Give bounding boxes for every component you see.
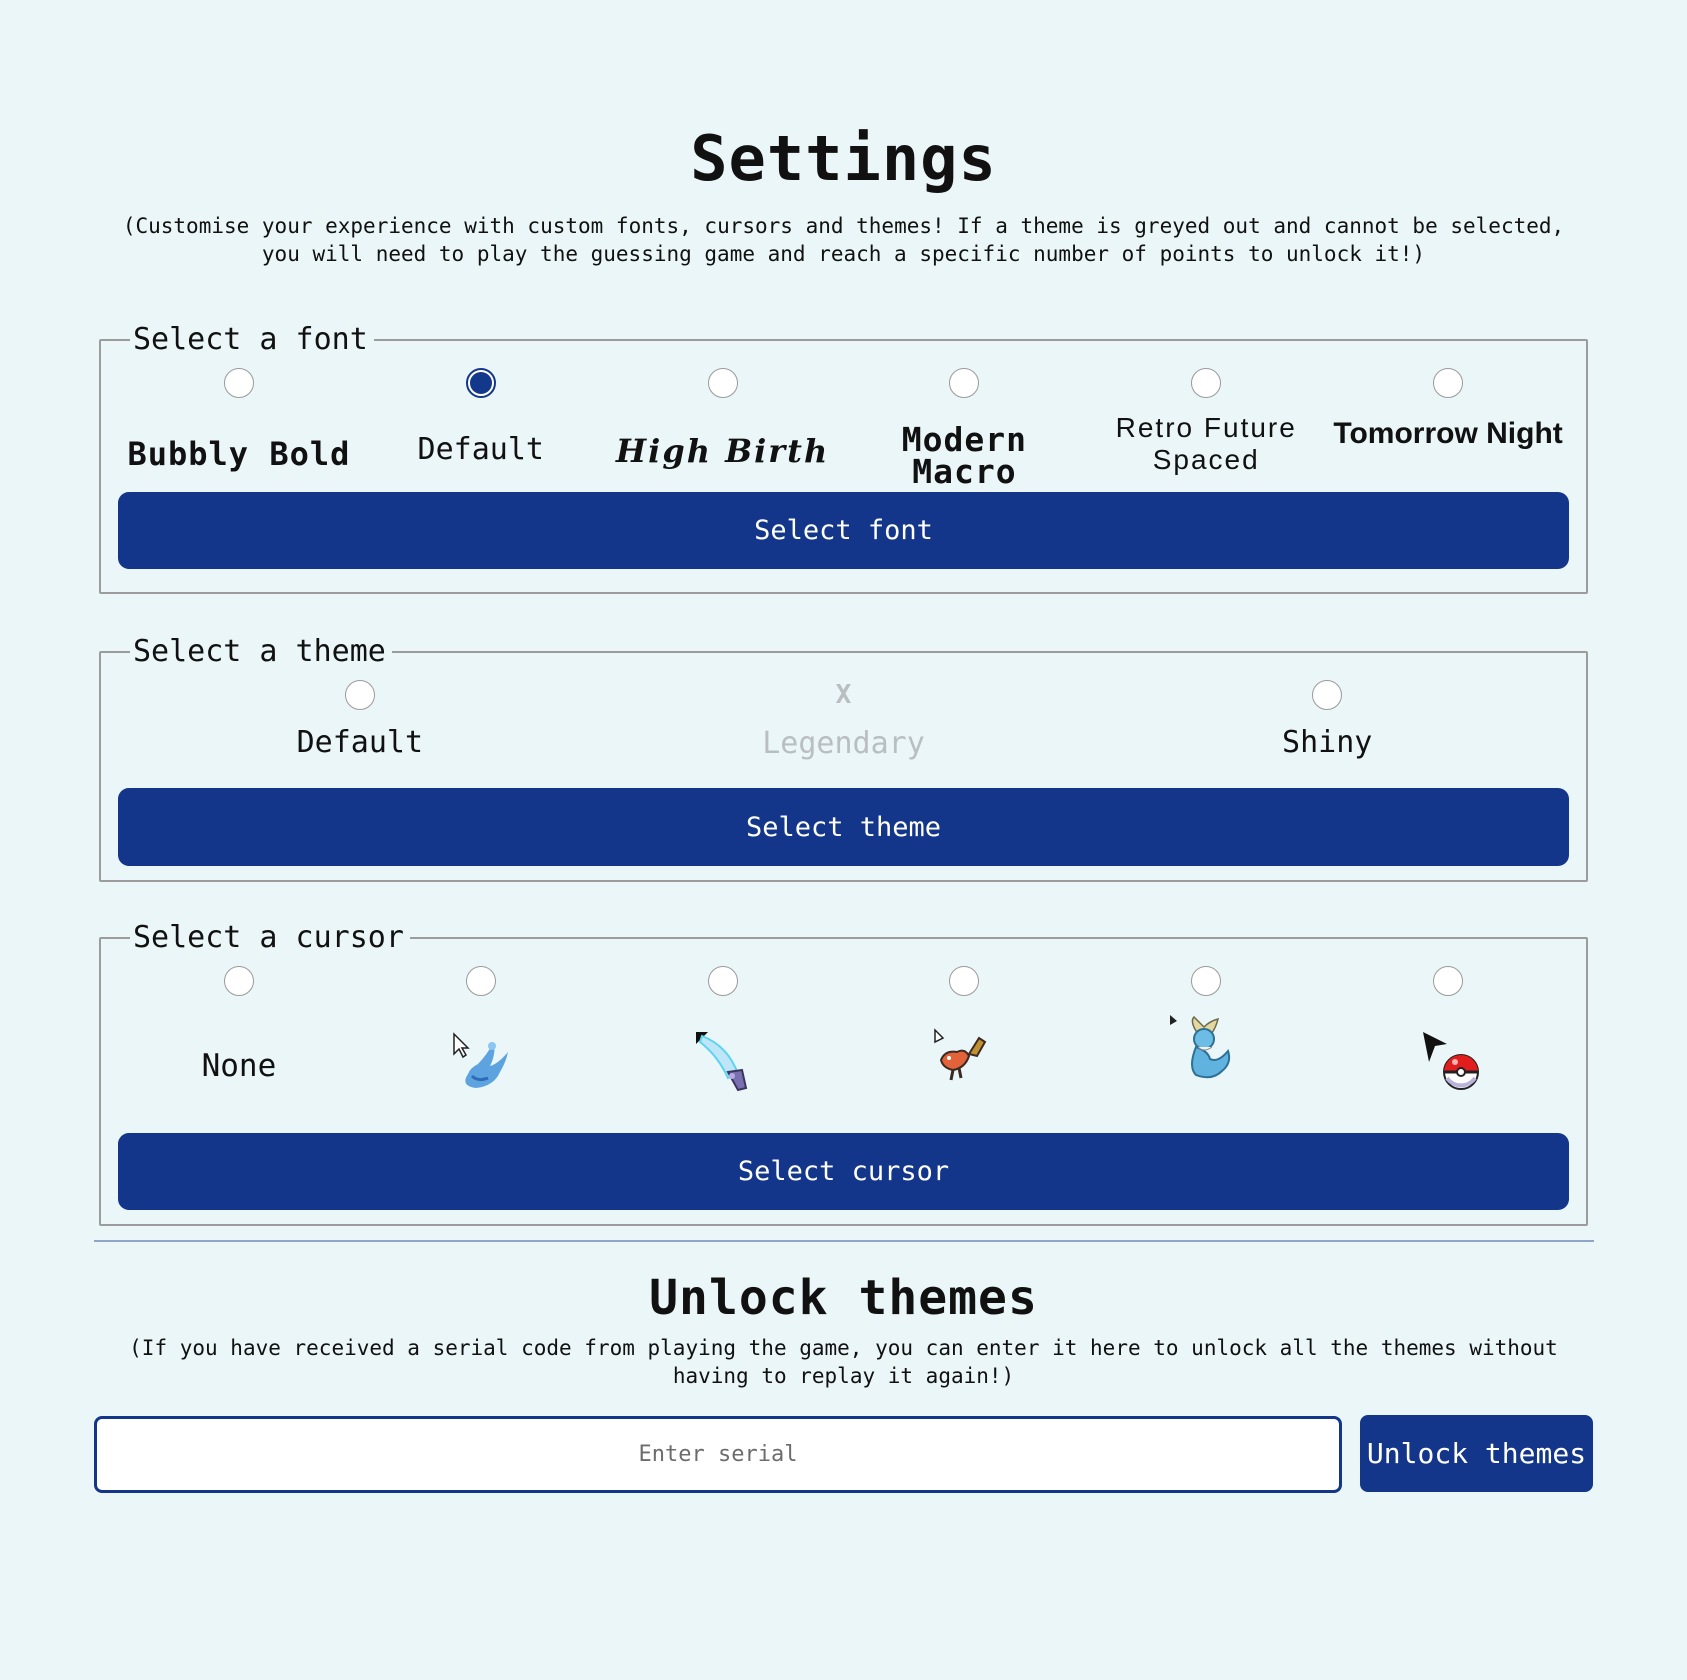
theme-option-shiny[interactable] <box>1085 680 1569 788</box>
cursor-option-lightning-blade[interactable] <box>602 966 844 1133</box>
cursor-option-vaporeon[interactable] <box>1085 966 1327 1133</box>
theme-radio-default[interactable] <box>345 680 375 710</box>
cursor-radio-vaporeon[interactable] <box>1191 966 1221 996</box>
cursor-option-fire-bird[interactable] <box>843 966 1085 1133</box>
font-option-default[interactable] <box>360 368 602 492</box>
select-cursor-button[interactable]: Select cursor <box>118 1133 1569 1210</box>
font-radio-retro-future-spaced[interactable] <box>1191 368 1221 398</box>
theme-radio-shiny[interactable] <box>1312 680 1342 710</box>
cursor-radio-fire-bird[interactable] <box>949 966 979 996</box>
font-label-high-birth[interactable]: High Birth <box>615 432 830 470</box>
theme-label-shiny[interactable]: Shiny <box>1282 725 1373 760</box>
page-title: Settings <box>690 122 997 195</box>
theme-option-default[interactable] <box>118 680 602 788</box>
theme-label-default[interactable]: Default <box>296 725 424 760</box>
cursor-option-none[interactable] <box>118 966 360 1133</box>
font-option-bubbly-bold[interactable] <box>118 368 360 492</box>
cursor-legend: Select a cursor <box>133 920 404 955</box>
font-option-tomorrow-night[interactable] <box>1327 368 1569 492</box>
cursor-option-pokeball[interactable] <box>1327 966 1569 1133</box>
font-fieldset <box>99 322 1588 594</box>
locked-x-icon: X <box>835 680 852 710</box>
theme-fieldset <box>99 634 1588 882</box>
cursor-label-none[interactable]: None <box>201 1048 277 1084</box>
font-radio-bubbly-bold[interactable] <box>224 368 254 398</box>
font-legend: Select a font <box>133 322 368 357</box>
font-radio-high-birth[interactable] <box>708 368 738 398</box>
theme-label-legendary: Legendary <box>762 726 925 761</box>
theme-option-legendary <box>602 680 1086 788</box>
cursor-radio-pokeball[interactable] <box>1433 966 1463 996</box>
font-radio-modern-macro[interactable] <box>949 368 979 398</box>
pokeball-cursor-icon <box>1413 1026 1483 1096</box>
lightning-blade-cursor-icon <box>688 1026 758 1096</box>
font-options <box>118 368 1569 492</box>
font-label-modern-macro[interactable]: Modern Macro <box>901 420 1027 491</box>
cursor-radio-articuno[interactable] <box>466 966 496 996</box>
theme-legend: Select a theme <box>133 634 386 669</box>
font-option-high-birth[interactable] <box>602 368 844 492</box>
theme-options <box>118 680 1569 788</box>
unlock-themes-description: (If you have received a serial code from playing the game, you can enter it here to unlock all the themes without having to replay it again!) <box>129 1336 1558 1388</box>
page-description: (Customise your experience with custom fonts, cursors and themes! If a theme is greyed out and cannot be selected, you will need to play the guessing game and reach a specific number of points to unlock it!) <box>122 214 1565 266</box>
cursor-radio-lightning-blade[interactable] <box>708 966 738 996</box>
serial-input[interactable] <box>94 1416 1342 1493</box>
font-label-tomorrow-night[interactable]: Tomorrow Night <box>1333 417 1563 450</box>
cursor-radio-none[interactable] <box>224 966 254 996</box>
cursor-option-articuno[interactable] <box>360 966 602 1133</box>
fire-bird-cursor-icon <box>929 1026 999 1086</box>
font-radio-tomorrow-night[interactable] <box>1433 368 1463 398</box>
cursor-options <box>118 966 1569 1133</box>
font-option-modern-macro[interactable] <box>843 368 1085 492</box>
cursor-fieldset <box>99 920 1588 1226</box>
font-radio-default[interactable] <box>466 368 496 398</box>
select-font-button[interactable]: Select font <box>118 492 1569 569</box>
select-theme-button[interactable]: Select theme <box>118 788 1569 866</box>
font-label-bubbly-bold[interactable]: Bubbly Bold <box>127 435 351 473</box>
articuno-cursor-icon <box>446 1026 516 1096</box>
font-option-retro-future-spaced[interactable] <box>1085 368 1327 492</box>
unlock-themes-button[interactable]: Unlock themes <box>1360 1415 1593 1492</box>
unlock-themes-title: Unlock themes <box>649 1270 1038 1326</box>
font-label-retro-future-spaced[interactable]: Retro Future Spaced <box>1115 412 1297 475</box>
vaporeon-cursor-icon <box>1166 1011 1246 1091</box>
section-divider <box>94 1240 1594 1242</box>
font-label-default[interactable]: Default <box>417 432 544 467</box>
